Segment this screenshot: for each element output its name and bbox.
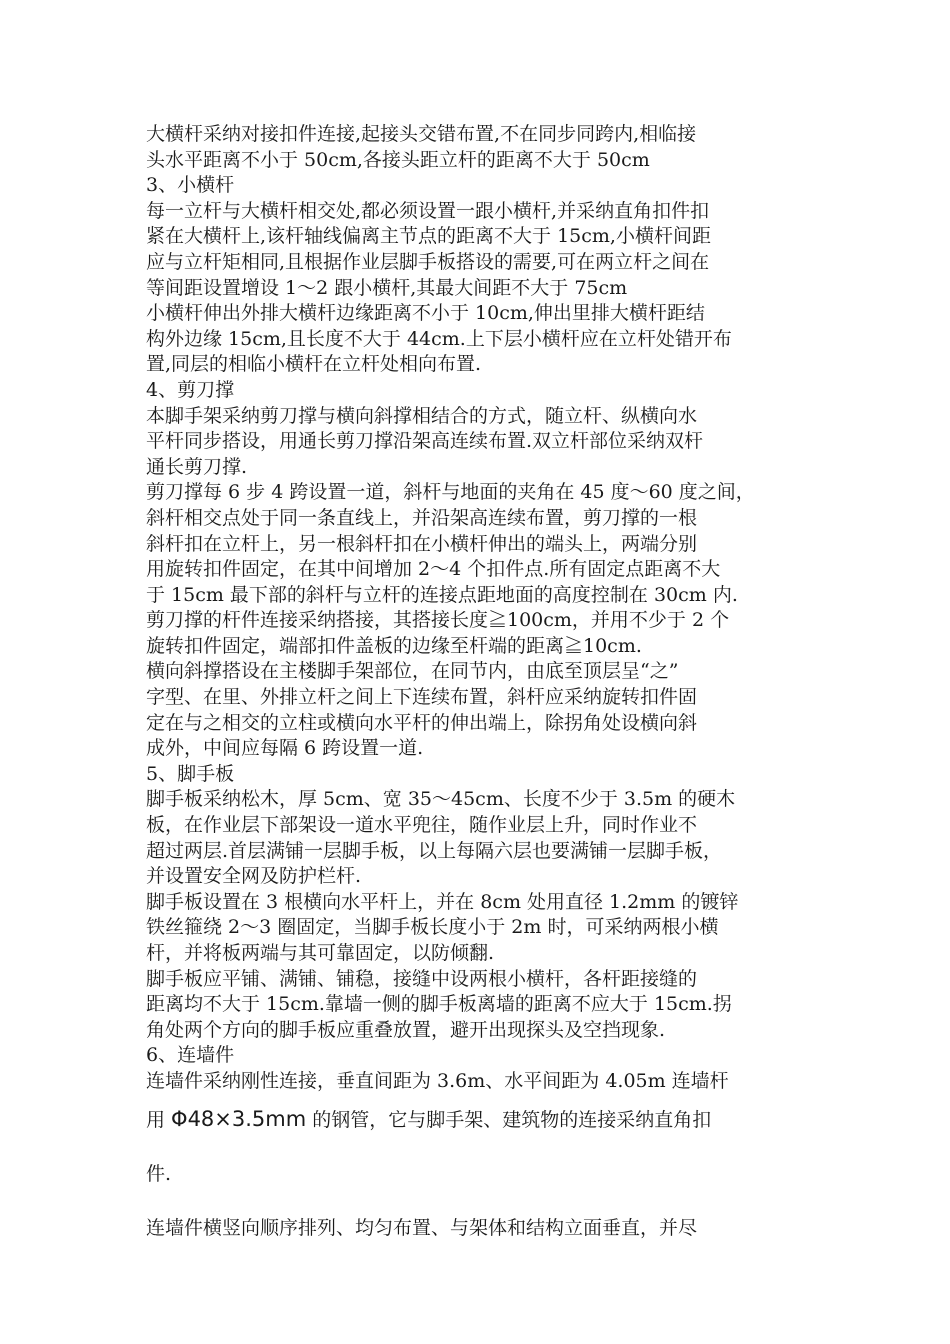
section-heading: 3、小横杆	[146, 174, 235, 197]
text-line: 连墙件采纳刚性连接，垂直间距为 3.6m、水平间距为 4.05m 连墙杆	[146, 1069, 729, 1092]
text-line: 定在与之相交的立柱或横向水平杆的伸出端上，除拐角处设横向斜	[146, 711, 698, 734]
text-line: 连墙件横竖向顺序排列、均匀布置、与架体和结构立面垂直，并尽	[146, 1216, 698, 1239]
text-line: 等间距设置增设 1～2 跟小横杆,其最大间距不大于 75cm	[146, 276, 628, 299]
text-fragment: 的钢管，它与脚手架、建筑物的连接采纳直角扣	[306, 1108, 712, 1131]
text-line: 并设置安全网及防护栏杆.	[146, 865, 362, 888]
section-heading: 5、脚手板	[146, 762, 235, 785]
text-line: 斜杆扣在立杆上，另一根斜杆扣在小横杆伸出的端头上，两端分别	[146, 532, 698, 555]
text-line: 旋转扣件固定，端部扣件盖板的边缘至杆端的距离≧10cm.	[146, 634, 642, 657]
text-line: 剪刀撑的杆件连接采纳搭接，其搭接长度≧100cm，并用不少于 2 个	[146, 609, 730, 632]
text-line: 角处两个方向的脚手板应重叠放置，避开出现探头及空挡现象.	[146, 1018, 666, 1041]
text-line: 应与立杆矩相同,且根据作业层脚手板搭设的需要,可在两立杆之间在	[146, 250, 710, 273]
text-line: 紧在大横杆上,该杆轴线偏离主节点的距离不大于 15cm,小横杆间距	[146, 225, 711, 248]
text-line: 用旋转扣件固定，在其中间增加 2～4 个扣件点.所有固定点距离不大	[146, 558, 721, 581]
text-line: 通长剪刀撑.	[146, 455, 248, 478]
section-heading: 6、连墙件	[146, 1044, 235, 1067]
text-line: 板，在作业层下部架设一道水平兜往，随作业层上升，同时作业不	[146, 814, 698, 837]
section-heading: 4、剪刀撑	[146, 378, 235, 401]
text-line: 杆，并将板两端与其可靠固定，以防倾翻.	[146, 942, 495, 964]
text-line: 置,同层的相临小横杆在立杆处相向布置.	[146, 353, 482, 376]
text-line: 脚手板应平铺、满铺、铺稳，接缝中设两根小横杆，各杆距接缝的	[146, 967, 698, 990]
text-line: 本脚手架采纳剪刀撑与横向斜撑相结合的方式，随立杆、纵横向水	[146, 404, 698, 427]
text-line: 件.	[146, 1163, 172, 1186]
text-line: 距离均不大于 15cm.靠墙一侧的脚手板离墙的距离不应大于 15cm.拐	[146, 993, 732, 1016]
text-line: 于 15cm 最下部的斜杆与立杆的连接点距地面的高度控制在 30cm 内.	[146, 583, 738, 606]
text-line: 头水平距离不小于 50cm,各接头距立杆的距离不大于 50cm	[146, 148, 650, 171]
text-line: 构外边缘 15cm,且长度不大于 44cm.上下层小横杆应在立杆处错开布	[146, 327, 732, 350]
text-fragment: 用	[146, 1108, 172, 1131]
text-line: 平杆同步搭设，用通长剪刀撑沿架高连续布置.双立杆部位采纳双杆	[146, 430, 704, 453]
text-line: 铁丝箍绕 2～3 圈固定，当脚手板长度小于 2m 时，可采纳两根小横	[146, 916, 719, 939]
text-line: 超过两层.首层满铺一层脚手板，以上每隔六层也要满铺一层脚手板，	[146, 839, 723, 862]
text-line-pipe-spec	[146, 1107, 816, 1133]
text-line: 脚手板设置在 3 根横向水平杆上，并在 8cm 处用直径 1.2mm 的镀锌	[146, 890, 739, 913]
text-line: 斜杆相交点处于同一条直线上，并沿架高连续布置，剪刀撑的一根	[146, 506, 698, 529]
text-line: 剪刀撑每 6 步 4 跨设置一道，斜杆与地面的夹角在 45 度～60 度之间，	[146, 481, 755, 504]
text-line: 每一立杆与大横杆相交处,都必须设置一跟小横杆,并采纳直角扣件扣	[146, 199, 710, 222]
text-line: 成外，中间应每隔 6 跨设置一道.	[146, 737, 424, 760]
text-line: 大横杆采纳对接扣件连接,起接头交错布置,不在同步同跨内,相临接	[146, 123, 697, 145]
pipe-dimension: Φ48×3.5mm	[171, 1106, 307, 1131]
text-line: 脚手板采纳松木，厚 5cm、宽 35～45cm、长度不少于 3.5m 的硬木	[146, 788, 736, 811]
document-body	[146, 122, 816, 1241]
text-line: 字型、在里、外排立杆之间上下连续布置，斜杆应采纳旋转扣件固	[146, 686, 698, 709]
text-line: 小横杆伸出外排大横杆边缘距离不小于 10cm,伸出里排大横杆距结	[146, 302, 705, 325]
text-line: 横向斜撑搭设在主楼脚手架部位，在同节内，由底至顶层呈“之”	[146, 660, 679, 683]
